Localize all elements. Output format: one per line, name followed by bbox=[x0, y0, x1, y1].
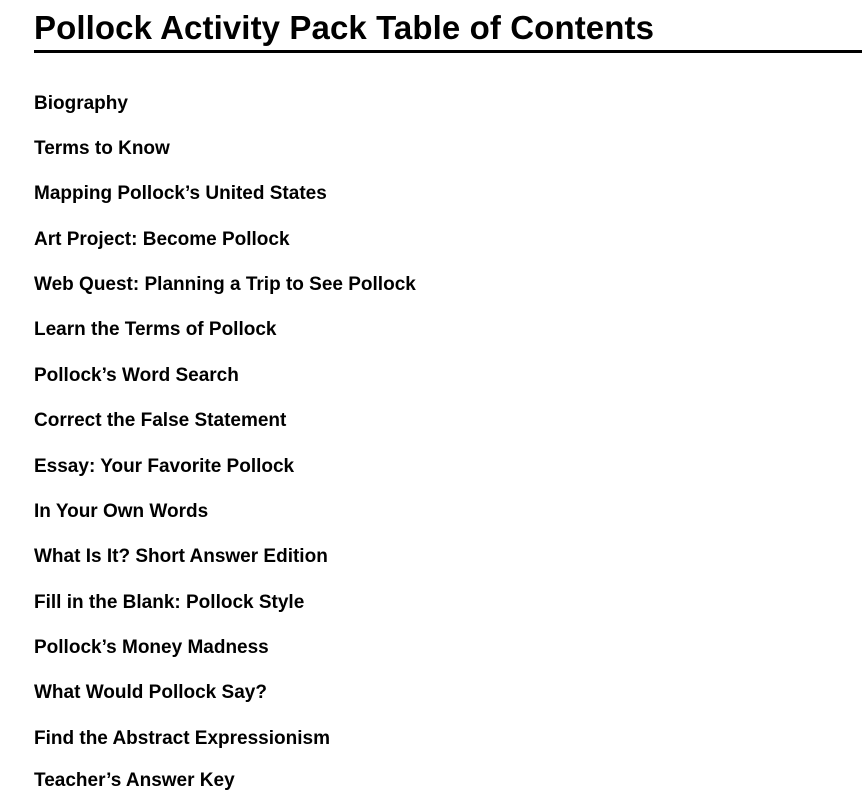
toc-item: Web Quest: Planning a Trip to See Pollock bbox=[34, 274, 416, 295]
toc-item: Pollock’s Word Search bbox=[34, 365, 239, 386]
toc-item: Teacher’s Answer Key bbox=[34, 770, 235, 791]
toc-item: Fill in the Blank: Pollock Style bbox=[34, 592, 305, 613]
toc-item: What Is It? Short Answer Edition bbox=[34, 546, 328, 567]
toc-item: Essay: Your Favorite Pollock bbox=[34, 456, 295, 477]
toc-item: Biography bbox=[34, 93, 128, 114]
toc-item: Find the Abstract Expressionism bbox=[34, 728, 330, 749]
toc-item: Pollock’s Money Madness bbox=[34, 637, 269, 658]
page-title: Pollock Activity Pack Table of Contents bbox=[34, 9, 655, 46]
toc-item: Correct the False Statement bbox=[34, 410, 287, 431]
title-underline bbox=[34, 50, 862, 53]
toc-item: Art Project: Become Pollock bbox=[34, 229, 290, 250]
document-page bbox=[34, 0, 866, 800]
toc-item: What Would Pollock Say? bbox=[34, 682, 267, 703]
toc-item: In Your Own Words bbox=[34, 501, 209, 522]
toc-item: Terms to Know bbox=[34, 138, 170, 159]
toc-item: Mapping Pollock’s United States bbox=[34, 183, 327, 204]
toc-item: Learn the Terms of Pollock bbox=[34, 319, 277, 340]
